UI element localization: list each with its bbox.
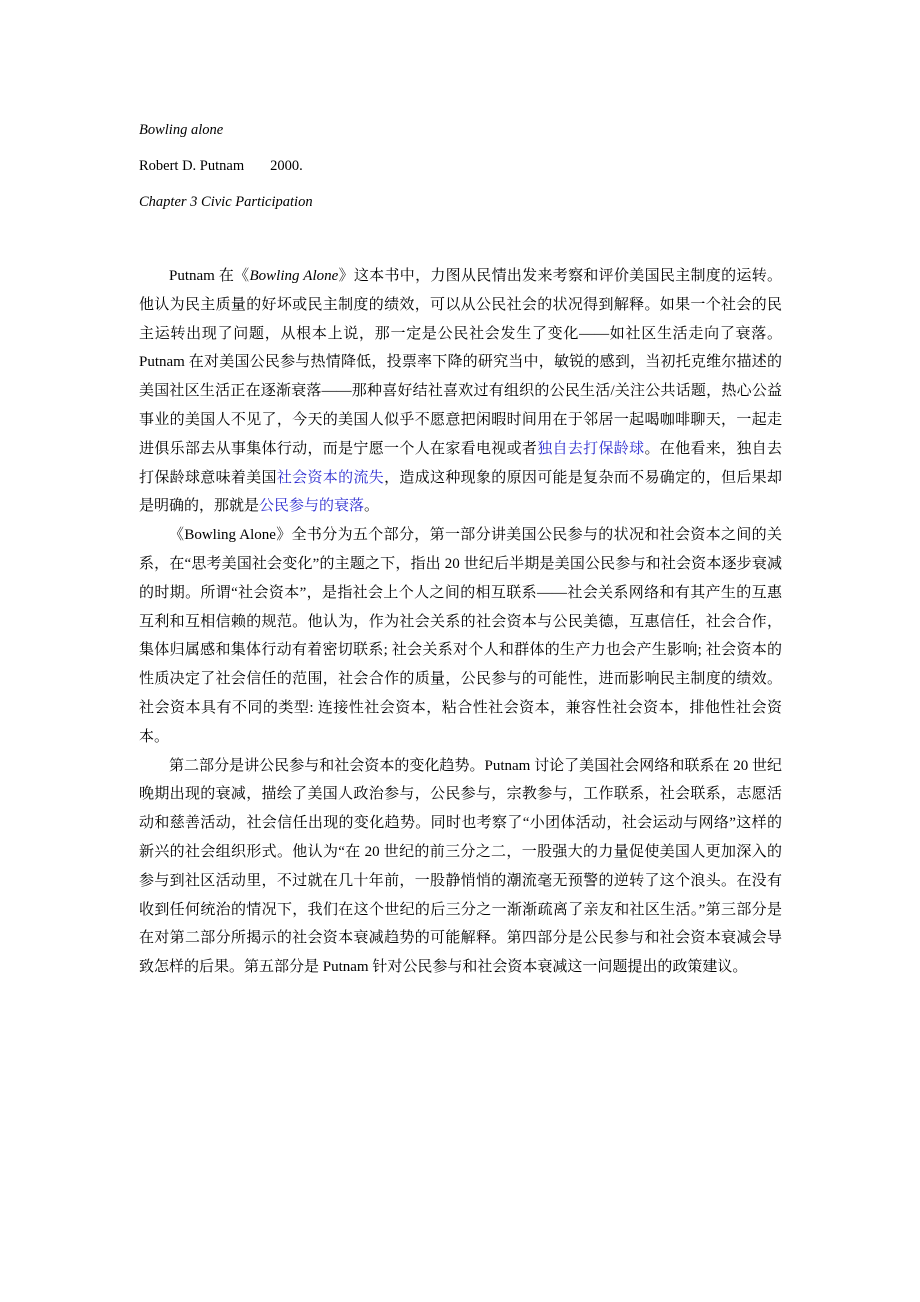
- text-segment: 。在他看来，独自去打保龄球意味着美国: [139, 440, 782, 486]
- text-segment: 》这本书中，力图从民情出发来考察和评价美国民主制度的运转。他认为民主质量的好坏或民主制度的绩效，可以从公民社会的状况得到解释。如果一个社会的民主运转出现了问题，从根本上说，那一定是公民社会发生了变化——如社区生活走向了衰落。Putnam 在对美国公民参与热情降低，投票率下降的研究当中，敏锐的感到，当初托克维尔描述的美国社区生活正在逐渐衰落——那种喜好结社喜欢过有组织的公民生活/关注公共话题，热心公益事业的美国人不见了，今天的美国人似乎不愿意把闲暇时间用在于邻居一起喝咖啡聊天，一起走进俱乐部去从事集体行动，而是宁愿一个人在家看电视或者: [139, 268, 782, 457]
- text-segment: Putnam 在《: [169, 268, 250, 284]
- paragraph-1: [139, 262, 782, 521]
- link-civic-participation-decline[interactable]: 公民参与的衰落: [259, 498, 365, 515]
- paragraph-2: [139, 521, 782, 751]
- author-line: [139, 156, 303, 176]
- paragraph-3: [139, 752, 782, 982]
- publication-year: 2000.: [270, 158, 303, 174]
- author-name: Robert D. Putnam: [139, 158, 245, 174]
- text-segment: 第二部分是讲公民参与和社会资本的变化趋势。Putnam 讨论了美国社会网络和联系在 20 世纪晚期出现的衰减，描绘了美国人政治参与，公民参与，宗教参与，工作联系，社会联系，志愿活动和慈善活动，社会信任出现的变化趋势。同时也考察了“小团体活动，社会运动与网络”这样的新兴的社会组织形式。他认为“在 20 世纪的前三分之二，一股强大的力量促使美国人更加深入的参与到社区活动里，不过就在几十年前，一股静悄悄的潮流毫无预警的逆转了这个浪头。在没有收到任何统治的情况下，我们在这个世纪的后三分之一渐渐疏离了亲友和社区生活。”第三部分是在对第二部分所揭示的社会资本衰减趋势的可能解释。第四部分是公民参与和社会资本衰减会导致怎样的后果。第五部分是 Putnam 针对公民参与和社会资本衰减这一问题提出的政策建议。: [139, 757, 782, 976]
- chapter-title: Chapter 3 Civic Participation: [139, 194, 313, 210]
- text-segment: 。: [364, 498, 380, 515]
- link-bowling-alone[interactable]: 独自去打保龄球: [537, 440, 645, 457]
- book-title-inline: Bowling Alone: [249, 268, 339, 284]
- body-text: [139, 262, 782, 982]
- text-segment: 《Bowling Alone》全书分为五个部分，第一部分讲美国公民参与的状况和社会资本之间的关系，在“思考美国社会变化”的主题之下，指出 20 世纪后半期是美国公民参与和社会资本逐步衰减的时期。所谓“社会资本”，是指社会上个人之间的相互联系——社会关系网络和有其产生的互惠互利和互相信赖的规范。他认为，作为社会关系的社会资本与公民美德，互惠信任，社会合作，集体归属感和集体行动有着密切联系; 社会关系对个人和群体的生产力也会产生影响; 社会资本的性质决定了社会信任的范围，社会合作的质量，公民参与的可能性，进而影响民主制度的绩效。社会资本具有不同的类型: 连接性社会资本，粘合性社会资本，兼容性社会资本，排他性社会资本。: [139, 527, 782, 745]
- link-social-capital-loss[interactable]: 社会资本的流失: [276, 469, 385, 486]
- book-title: Bowling alone: [139, 122, 224, 138]
- text-segment: ，造成这种现象的原因可能是复杂而不易确定的，但后果却是明确的，那就是: [139, 469, 782, 515]
